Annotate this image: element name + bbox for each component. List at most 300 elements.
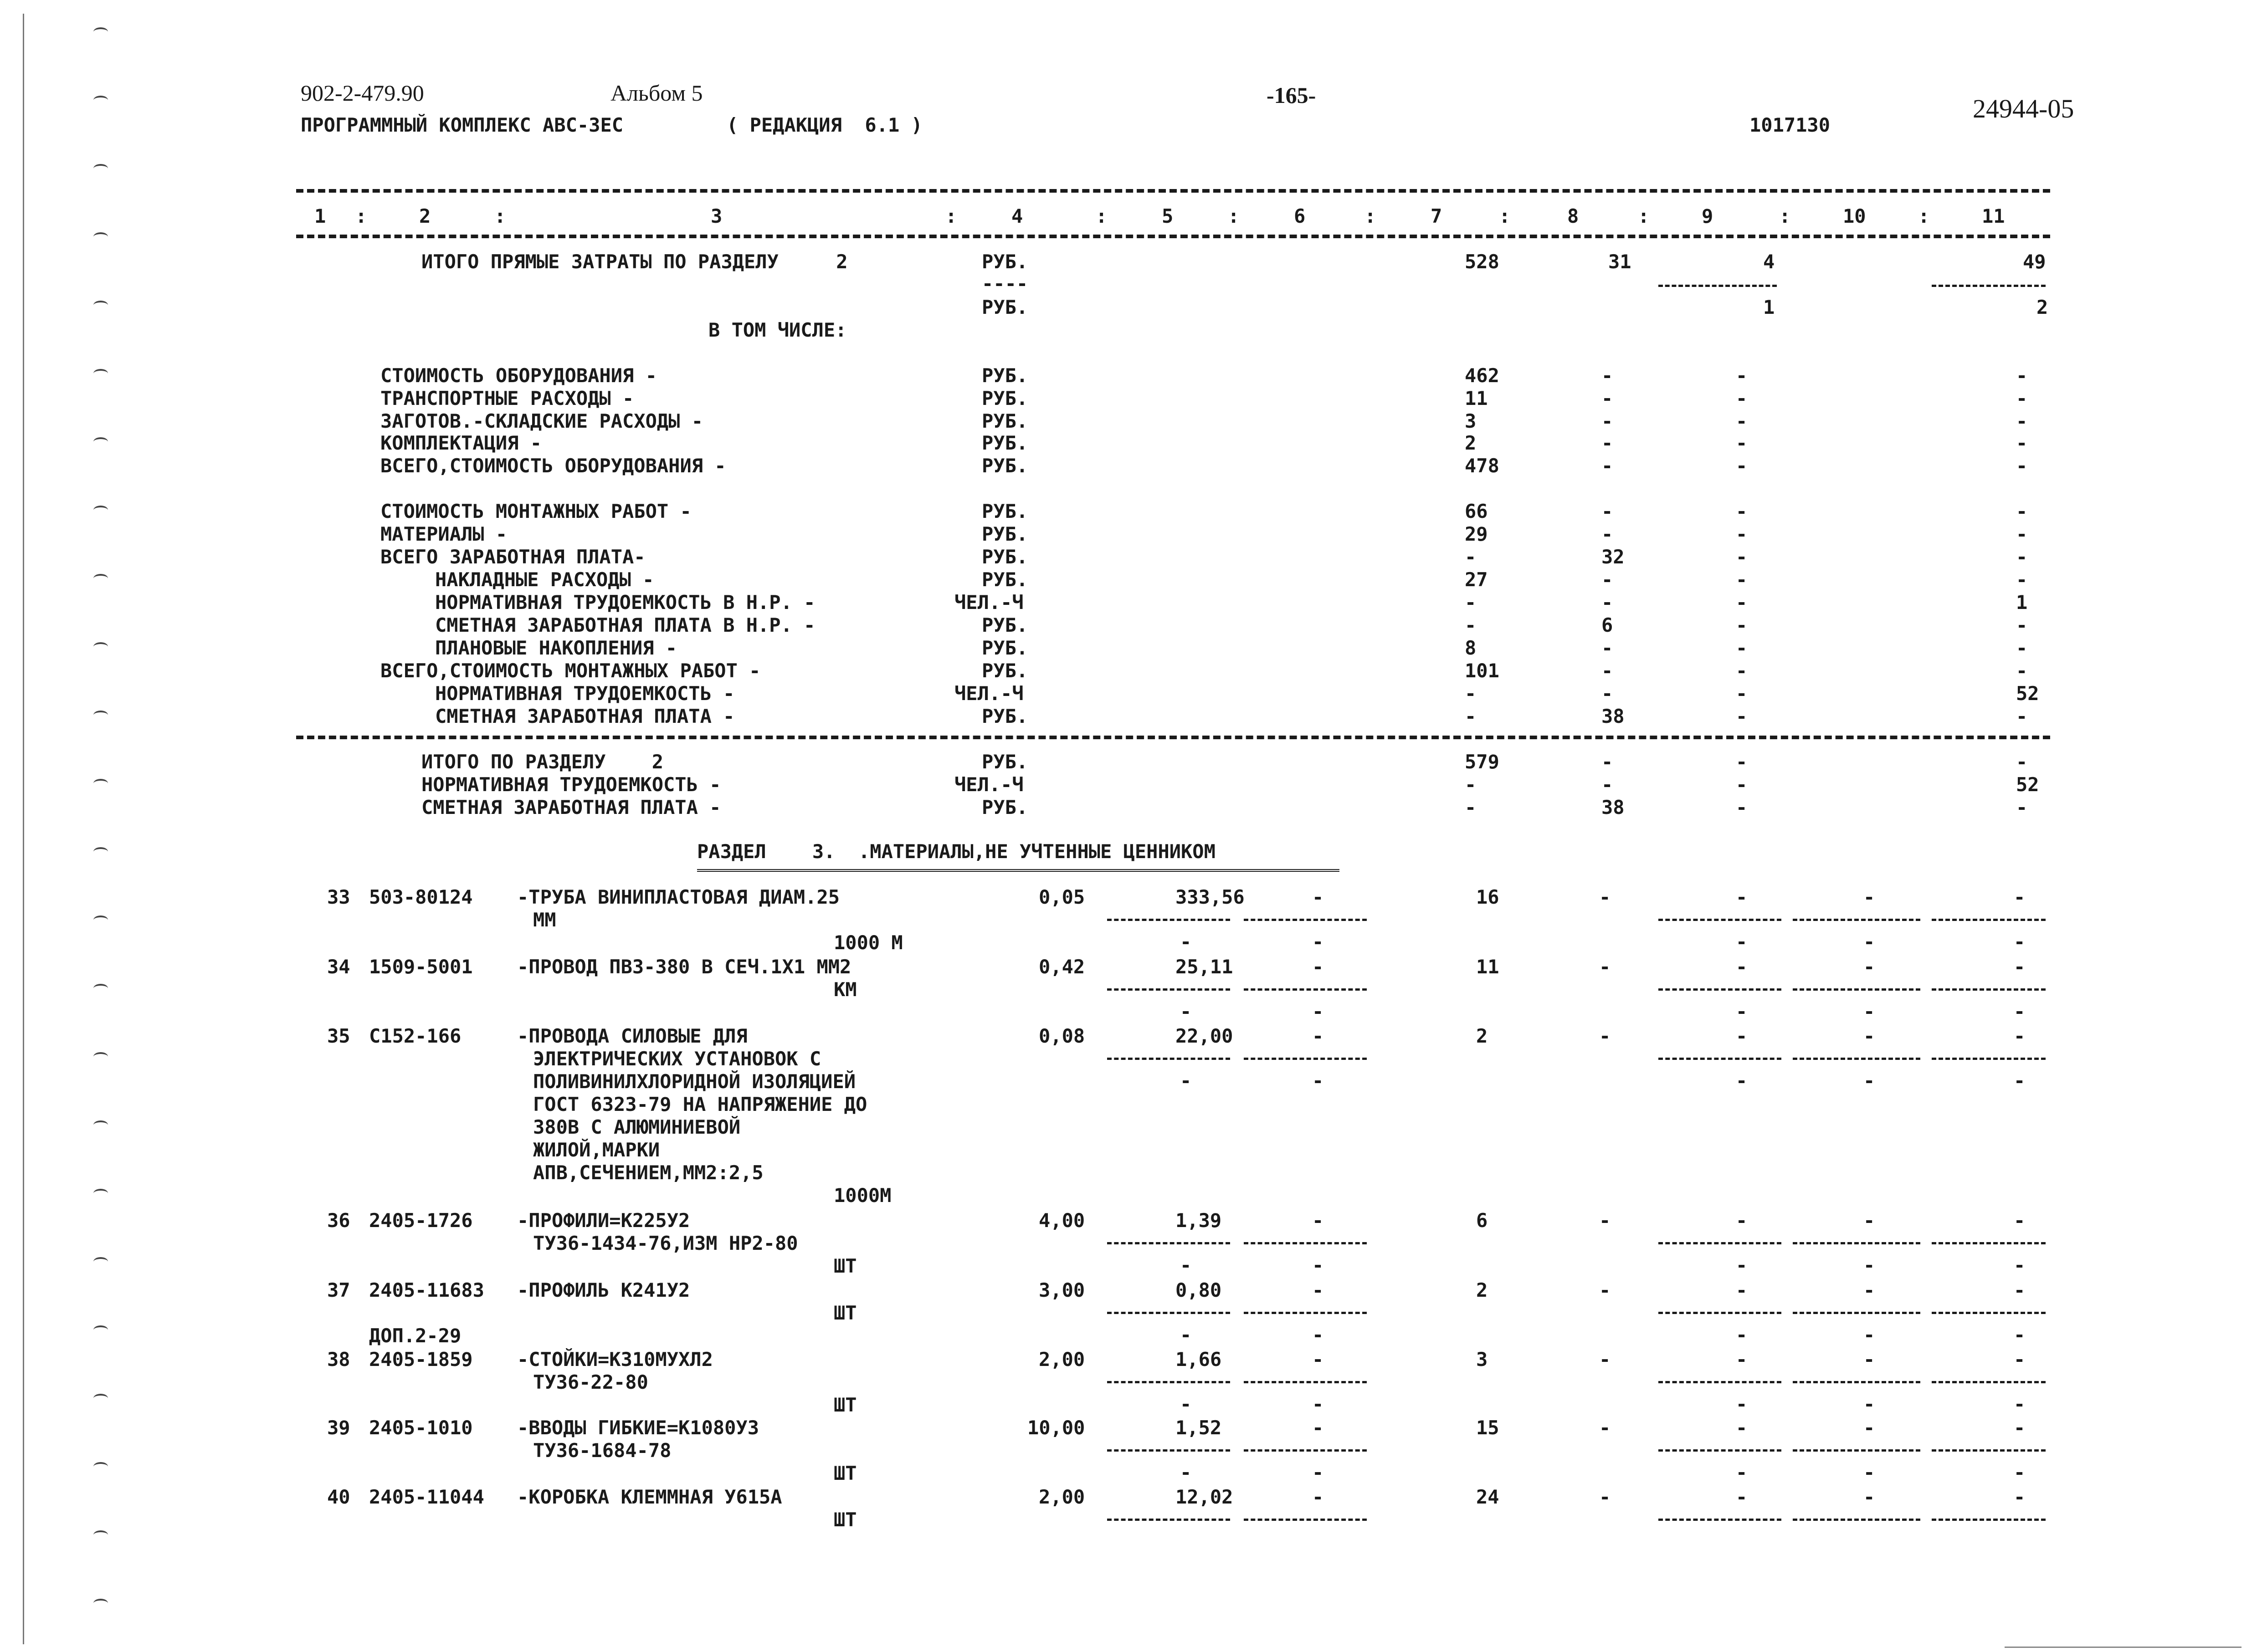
item-price: 333,56 xyxy=(1175,886,1245,908)
rule xyxy=(296,736,2050,739)
summary-unit: ЧЕЛ.-Ч xyxy=(954,682,1024,705)
summary-c9: - xyxy=(1736,568,1748,591)
sub-rule xyxy=(1793,1312,1920,1314)
summary-c11: - xyxy=(2016,387,2028,409)
column-header-cell: : xyxy=(355,205,367,227)
item-price-b: - xyxy=(1180,1461,1192,1483)
section-total-c11: 52 xyxy=(2016,773,2039,796)
sub-rule xyxy=(1658,1381,1781,1383)
item-price: 1,66 xyxy=(1175,1348,1222,1371)
item-c7: 16 xyxy=(1476,886,1499,908)
margin-tick xyxy=(93,642,108,651)
summary-c7: 8 xyxy=(1465,637,1477,659)
item-c8: - xyxy=(1599,956,1611,978)
summary-c11: - xyxy=(2016,546,2028,568)
rule xyxy=(296,235,2050,238)
item-description-line: ЭЛЕКТРИЧЕСКИХ УСТАНОВОК С xyxy=(533,1048,821,1070)
item-c11b: - xyxy=(2014,1069,2026,1092)
item-c6b: - xyxy=(1312,1324,1324,1346)
item-c8: - xyxy=(1599,1417,1611,1439)
totals-c8: 31 xyxy=(1608,251,1631,273)
sub-rule xyxy=(1932,1449,2046,1452)
column-header-cell: 4 xyxy=(1011,205,1023,227)
margin-tick xyxy=(93,779,108,788)
section-total-unit: РУБ. xyxy=(982,796,1028,818)
item-code: 2405-1859 xyxy=(369,1348,473,1371)
summary-label: ВСЕГО ЗАРАБОТНАЯ ПЛАТА- xyxy=(380,546,646,568)
summary-unit: РУБ. xyxy=(982,500,1028,522)
item-number: 37 xyxy=(327,1279,350,1301)
item-c10: - xyxy=(1863,1348,1875,1371)
item-unit: ШТ xyxy=(834,1302,857,1324)
item-c6: - xyxy=(1312,956,1324,978)
summary-c9: - xyxy=(1736,614,1748,636)
item-price-b: - xyxy=(1180,1000,1192,1023)
item-description-line: -ПРОВОД ПВ3-380 В СЕЧ.1Х1 ММ2 xyxy=(517,956,851,978)
summary-label: СМЕТНАЯ ЗАРАБОТНАЯ ПЛАТА В Н.Р. - xyxy=(435,614,816,636)
column-header-cell: 2 xyxy=(419,205,431,227)
summary-c7: - xyxy=(1465,591,1477,614)
sub-rule xyxy=(1932,1519,2046,1521)
summary-c11: - xyxy=(2016,568,2028,591)
item-c11: - xyxy=(2014,1348,2026,1371)
sub-rule xyxy=(1107,988,1230,991)
item-c6b: - xyxy=(1312,1000,1324,1023)
summary-label: КОМПЛЕКТАЦИЯ - xyxy=(380,432,542,454)
sub-rule xyxy=(1107,919,1230,921)
item-c9b: - xyxy=(1736,931,1748,953)
item-unit: ШТ xyxy=(834,1462,857,1484)
summary-c11: - xyxy=(2016,614,2028,636)
item-price: 25,11 xyxy=(1175,956,1233,978)
sub-rule xyxy=(1932,919,2046,921)
item-c8: - xyxy=(1599,1486,1611,1508)
summary-c7: 29 xyxy=(1465,523,1488,545)
margin-tick xyxy=(93,574,108,583)
rule xyxy=(296,189,2050,193)
margin-tick xyxy=(93,1394,108,1403)
item-price-b: - xyxy=(1180,1069,1192,1092)
sub-rule xyxy=(1107,1381,1230,1383)
summary-c7: 478 xyxy=(1465,455,1499,477)
item-c7: 3 xyxy=(1476,1348,1488,1371)
sub-rule xyxy=(1932,988,2046,991)
sub-rule xyxy=(1658,285,1777,287)
column-header-cell: 8 xyxy=(1567,205,1579,227)
sub-rule xyxy=(1244,1058,1367,1060)
sub-rule xyxy=(1793,1381,1920,1383)
section-total-c7: 579 xyxy=(1465,751,1499,773)
item-c11b: - xyxy=(2014,1461,2026,1483)
item-c7: 24 xyxy=(1476,1486,1499,1508)
summary-unit: РУБ. xyxy=(982,364,1028,387)
summary-c9: - xyxy=(1736,410,1748,432)
sub-rule xyxy=(1793,1058,1920,1060)
item-number: 35 xyxy=(327,1025,350,1047)
item-c8: - xyxy=(1599,1279,1611,1301)
summary-unit: РУБ. xyxy=(982,614,1028,636)
column-header-cell: 10 xyxy=(1843,205,1866,227)
margin-tick xyxy=(93,232,108,241)
item-c6b: - xyxy=(1312,1393,1324,1415)
item-c11: - xyxy=(2014,956,2026,978)
summary-c8: - xyxy=(1601,682,1613,705)
summary-c11: - xyxy=(2016,410,2028,432)
item-c7: 11 xyxy=(1476,956,1499,978)
item-price-b: - xyxy=(1180,1393,1192,1415)
summary-c11: - xyxy=(2016,432,2028,454)
binding-edge-line xyxy=(23,14,24,1644)
summary-unit: РУБ. xyxy=(982,568,1028,591)
summary-c8: - xyxy=(1601,432,1613,454)
summary-label: ПЛАНОВЫЕ НАКОПЛЕНИЯ - xyxy=(435,637,677,659)
column-header-cell: 9 xyxy=(1702,205,1713,227)
item-prefix: ДОП.2-29 xyxy=(369,1325,462,1347)
item-c11: - xyxy=(2014,1486,2026,1508)
margin-tick xyxy=(93,27,108,36)
item-unit: КМ xyxy=(834,978,857,1001)
item-price-b: - xyxy=(1180,1324,1192,1346)
item-c10b: - xyxy=(1863,931,1875,953)
summary-label: ВСЕГО,СТОИМОСТЬ ОБОРУДОВАНИЯ - xyxy=(380,455,726,477)
summary-c7: 101 xyxy=(1465,660,1499,682)
margin-tick xyxy=(93,369,108,378)
sub-rule xyxy=(1932,1381,2046,1383)
section-total-label: СМЕТНАЯ ЗАРАБОТНАЯ ПЛАТА - xyxy=(421,796,721,818)
summary-c8: - xyxy=(1601,591,1613,614)
item-c8: - xyxy=(1599,1348,1611,1371)
summary-label: ВСЕГО,СТОИМОСТЬ МОНТАЖНЫХ РАБОТ - xyxy=(380,660,761,682)
summary-c9: - xyxy=(1736,364,1748,387)
summary-c9: - xyxy=(1736,705,1748,727)
item-c11: - xyxy=(2014,1025,2026,1047)
item-c6b: - xyxy=(1312,1254,1324,1276)
summary-c8: 32 xyxy=(1601,546,1625,568)
item-c8: - xyxy=(1599,1209,1611,1232)
summary-unit: РУБ. xyxy=(982,410,1028,432)
item-c9b: - xyxy=(1736,1069,1748,1092)
summary-label: ЗАГОТОВ.-СКЛАДСКИЕ РАСХОДЫ - xyxy=(380,410,703,432)
section-total-c7: - xyxy=(1465,773,1477,796)
column-header-cell: : xyxy=(1499,205,1511,227)
item-c6: - xyxy=(1312,1279,1324,1301)
margin-tick xyxy=(93,847,108,856)
summary-label: МАТЕРИАЛЫ - xyxy=(380,523,508,545)
sub-rule xyxy=(1932,1058,2046,1060)
summary-c8: 38 xyxy=(1601,705,1625,727)
summary-c8: 6 xyxy=(1601,614,1613,636)
item-c8: - xyxy=(1599,886,1611,908)
item-c9: - xyxy=(1736,1348,1748,1371)
section-total-unit: ЧЕЛ.-Ч xyxy=(954,773,1024,796)
column-header-cell: 6 xyxy=(1294,205,1306,227)
summary-c9: - xyxy=(1736,591,1748,614)
item-description-line: ЖИЛОЙ,МАРКИ xyxy=(533,1139,660,1161)
item-c11: - xyxy=(2014,1279,2026,1301)
item-c9: - xyxy=(1736,1209,1748,1232)
item-c6: - xyxy=(1312,886,1324,908)
sub-rule xyxy=(1932,1312,2046,1314)
summary-c7: 11 xyxy=(1465,387,1488,409)
sub-rule xyxy=(1244,919,1367,921)
item-c7: 2 xyxy=(1476,1025,1488,1047)
doc-code: 902-2-479.90 xyxy=(301,80,424,106)
summary-c7: - xyxy=(1465,682,1477,705)
item-unit: 1000 М xyxy=(834,931,903,954)
item-number: 34 xyxy=(327,956,350,978)
item-description-line: -ПРОФИЛЬ К241У2 xyxy=(517,1279,690,1301)
item-price: 0,80 xyxy=(1175,1279,1222,1301)
summary-c9: - xyxy=(1736,455,1748,477)
summary-unit: РУБ. xyxy=(982,387,1028,409)
summary-c8: - xyxy=(1601,364,1613,387)
item-c9: - xyxy=(1736,1279,1748,1301)
summary-c7: 462 xyxy=(1465,364,1499,387)
footer-rule xyxy=(2005,1647,2241,1648)
item-price: 1,39 xyxy=(1175,1209,1222,1232)
sub-rule xyxy=(1107,1449,1230,1452)
item-c7: 15 xyxy=(1476,1417,1499,1439)
summary-c11: - xyxy=(2016,660,2028,682)
totals-c9b: 1 xyxy=(1763,296,1775,318)
item-c9b: - xyxy=(1736,1324,1748,1346)
sub-rule xyxy=(1658,1058,1781,1060)
summary-unit: РУБ. xyxy=(982,705,1028,727)
summary-c11: - xyxy=(2016,500,2028,522)
album-label: Альбом 5 xyxy=(610,80,703,106)
column-header-cell: 5 xyxy=(1162,205,1174,227)
item-c11b: - xyxy=(2014,931,2026,953)
summary-c7: 27 xyxy=(1465,568,1488,591)
totals-unit-dash: ---- xyxy=(982,272,1028,295)
totals-c9: 4 xyxy=(1763,251,1775,273)
margin-tick xyxy=(93,1052,108,1061)
sub-rule xyxy=(1793,988,1920,991)
summary-c7: - xyxy=(1465,614,1477,636)
summary-c8: - xyxy=(1601,568,1613,591)
summary-c9: - xyxy=(1736,660,1748,682)
sub-rule xyxy=(1658,1449,1781,1452)
code-center: 1017130 xyxy=(1749,114,1831,136)
summary-c8: - xyxy=(1601,410,1613,432)
summary-c11: 1 xyxy=(2016,591,2028,614)
column-header-cell: : xyxy=(945,205,957,227)
section-total-c9: - xyxy=(1736,773,1748,796)
section-total-label: НОРМАТИВНАЯ ТРУДОЕМКОСТЬ - xyxy=(421,773,721,796)
column-header-cell: 1 xyxy=(314,205,326,227)
summary-c9: - xyxy=(1736,500,1748,522)
item-c6b: - xyxy=(1312,1069,1324,1092)
summary-c11: 52 xyxy=(2016,682,2039,705)
sub-rule xyxy=(1107,1058,1230,1060)
margin-tick xyxy=(93,711,108,720)
including-label: В ТОМ ЧИСЛЕ: xyxy=(708,319,847,341)
summary-unit: РУБ. xyxy=(982,523,1028,545)
summary-c8: - xyxy=(1601,387,1613,409)
item-c9: - xyxy=(1736,956,1748,978)
sub-rule xyxy=(1793,1242,1920,1244)
item-c9b: - xyxy=(1736,1393,1748,1415)
section-total-c8: 38 xyxy=(1601,796,1625,818)
summary-c8: - xyxy=(1601,637,1613,659)
sub-rule xyxy=(1107,1312,1230,1314)
sub-rule xyxy=(1244,988,1367,991)
item-c7: 2 xyxy=(1476,1279,1488,1301)
item-qty: 10,00 xyxy=(1027,1417,1085,1439)
item-qty: 2,00 xyxy=(1039,1348,1085,1371)
summary-c11: - xyxy=(2016,455,2028,477)
section-title: РАЗДЕЛ 3. .МАТЕРИАЛЫ,НЕ УЧТЕННЫЕ ЦЕННИКОМ xyxy=(697,840,1216,863)
sub-rule xyxy=(1244,1449,1367,1452)
sub-rule xyxy=(1107,1519,1230,1521)
item-c10b: - xyxy=(1863,1461,1875,1483)
column-header-cell: 11 xyxy=(1982,205,2005,227)
item-description-line: -СТОЙКИ=К310МУХЛ2 xyxy=(517,1348,713,1371)
summary-c11: - xyxy=(2016,364,2028,387)
sub-rule xyxy=(1658,919,1781,921)
section-total-c11: - xyxy=(2016,751,2028,773)
margin-tick xyxy=(93,301,108,310)
summary-c7: 3 xyxy=(1465,410,1477,432)
sub-rule xyxy=(1932,1242,2046,1244)
item-description-line: -ПРОВОДА СИЛОВЫЕ ДЛЯ xyxy=(517,1025,748,1047)
item-description-line: ТУ36-1434-76,ИЗМ НР2-80 xyxy=(533,1232,798,1254)
margin-tick xyxy=(93,96,108,105)
item-number: 38 xyxy=(327,1348,350,1371)
summary-unit: РУБ. xyxy=(982,455,1028,477)
section-total-unit: РУБ. xyxy=(982,751,1028,773)
item-c10b: - xyxy=(1863,1254,1875,1276)
item-qty: 0,08 xyxy=(1039,1025,1085,1047)
item-code: 1509-5001 xyxy=(369,956,473,978)
summary-unit: РУБ. xyxy=(982,546,1028,568)
item-c10: - xyxy=(1863,1025,1875,1047)
sub-rule xyxy=(1244,1242,1367,1244)
margin-tick xyxy=(93,1189,108,1198)
sub-rule xyxy=(1244,1312,1367,1314)
item-description-line: ММ xyxy=(533,909,556,931)
item-number: 39 xyxy=(327,1417,350,1439)
summary-c11: - xyxy=(2016,637,2028,659)
item-c10b: - xyxy=(1863,1393,1875,1415)
margin-tick xyxy=(93,1325,108,1335)
item-unit: ШТ xyxy=(834,1255,857,1277)
item-c11b: - xyxy=(2014,1254,2026,1276)
item-code: С152-166 xyxy=(369,1025,462,1047)
margin-tick xyxy=(93,1120,108,1130)
summary-c11: - xyxy=(2016,523,2028,545)
margin-tick xyxy=(93,916,108,925)
item-unit: ШТ xyxy=(834,1509,857,1531)
item-c10: - xyxy=(1863,1209,1875,1232)
item-c9b: - xyxy=(1736,1461,1748,1483)
item-c10: - xyxy=(1863,956,1875,978)
item-c10b: - xyxy=(1863,1324,1875,1346)
summary-c8: - xyxy=(1601,500,1613,522)
section-total-label: ИТОГО ПО РАЗДЕЛУ 2 xyxy=(421,751,664,773)
item-c8: - xyxy=(1599,1025,1611,1047)
sub-rule xyxy=(1658,1519,1781,1521)
sub-rule xyxy=(1932,285,2046,287)
margin-tick xyxy=(93,1257,108,1266)
section-total-c11: - xyxy=(2016,796,2028,818)
item-price-b: - xyxy=(1180,931,1192,953)
item-description-line: ТУ36-1684-78 xyxy=(533,1439,672,1462)
item-c11: - xyxy=(2014,1209,2026,1232)
column-header-cell: : xyxy=(1638,205,1650,227)
item-description-line: -ВВОДЫ ГИБКИЕ=К1080У3 xyxy=(517,1417,759,1439)
item-c10b: - xyxy=(1863,1000,1875,1023)
summary-unit: ЧЕЛ.-Ч xyxy=(954,591,1024,614)
item-qty: 0,05 xyxy=(1039,886,1085,908)
summary-label: СТОИМОСТЬ МОНТАЖНЫХ РАБОТ - xyxy=(380,500,692,522)
column-header-cell: : xyxy=(1364,205,1376,227)
column-header-cell: : xyxy=(1918,205,1930,227)
summary-unit: РУБ. xyxy=(982,432,1028,454)
summary-c9: - xyxy=(1736,546,1748,568)
margin-tick xyxy=(93,1599,108,1608)
summary-c9: - xyxy=(1736,387,1748,409)
item-c10: - xyxy=(1863,1417,1875,1439)
section-total-c8: - xyxy=(1601,751,1613,773)
item-c6: - xyxy=(1312,1025,1324,1047)
summary-label: СМЕТНАЯ ЗАРАБОТНАЯ ПЛАТА - xyxy=(435,705,735,727)
item-unit: 1000М xyxy=(834,1184,892,1207)
summary-c7: - xyxy=(1465,546,1477,568)
code-right: 24944-05 xyxy=(1973,94,2074,123)
item-c11: - xyxy=(2014,1417,2026,1439)
sub-rule xyxy=(1244,1381,1367,1383)
summary-unit: РУБ. xyxy=(982,660,1028,682)
item-c11b: - xyxy=(2014,1393,2026,1415)
item-c6: - xyxy=(1312,1209,1324,1232)
item-c6: - xyxy=(1312,1348,1324,1371)
item-number: 36 xyxy=(327,1209,350,1232)
item-c11: - xyxy=(2014,886,2026,908)
item-price: 22,00 xyxy=(1175,1025,1233,1047)
item-c9: - xyxy=(1736,1417,1748,1439)
item-qty: 2,00 xyxy=(1039,1486,1085,1508)
item-code: 503-80124 xyxy=(369,886,473,908)
summary-c9: - xyxy=(1736,523,1748,545)
section-total-c7: - xyxy=(1465,796,1477,818)
item-code: 2405-1726 xyxy=(369,1209,473,1232)
item-number: 33 xyxy=(327,886,350,908)
item-code: 2405-11044 xyxy=(369,1486,484,1508)
item-description-line: ПОЛИВИНИЛХЛОРИДНОЙ ИЗОЛЯЦИЕЙ xyxy=(533,1070,856,1093)
column-header-cell: : xyxy=(1779,205,1791,227)
item-c6: - xyxy=(1312,1417,1324,1439)
item-c11b: - xyxy=(2014,1000,2026,1023)
section-total-c9: - xyxy=(1736,796,1748,818)
item-description-line: АПВ,СЕЧЕНИЕМ,ММ2:2,5 xyxy=(533,1161,764,1184)
section-underline xyxy=(697,869,1339,872)
summary-unit: РУБ. xyxy=(982,637,1028,659)
item-description-line: 380В С АЛЮМИНИЕВОЙ xyxy=(533,1116,741,1138)
margin-tick xyxy=(93,1530,108,1539)
item-c9: - xyxy=(1736,1025,1748,1047)
column-header-cell: 7 xyxy=(1431,205,1442,227)
column-header-cell: : xyxy=(1096,205,1108,227)
totals-c7: 528 xyxy=(1465,251,1499,273)
summary-c8: - xyxy=(1601,455,1613,477)
sub-rule xyxy=(1244,1519,1367,1521)
margin-tick xyxy=(93,984,108,993)
item-c6b: - xyxy=(1312,931,1324,953)
section-total-c9: - xyxy=(1736,751,1748,773)
item-price: 1,52 xyxy=(1175,1417,1222,1439)
sub-rule xyxy=(1793,1449,1920,1452)
